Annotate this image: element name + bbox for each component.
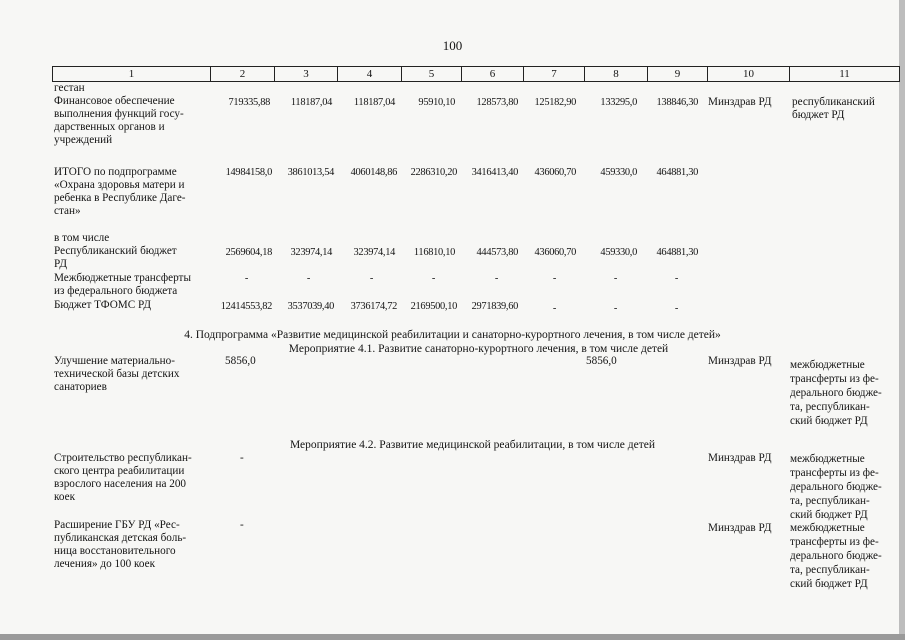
cell-value: 116810,10 (413, 247, 455, 258)
cell-value: 95910,10 (418, 97, 455, 108)
row-label-line: «Охрана здоровья матери и (54, 179, 185, 191)
row-label-line: взрослого населения на 200 (54, 478, 187, 490)
funding-source-line: дерального бюдже- (790, 550, 882, 562)
cell-value: 2569604,18 (225, 247, 272, 258)
row-label-line: ИТОГО по подпрограмме (54, 166, 177, 178)
column-number-header (52, 66, 900, 82)
scan-edge-right (899, 0, 905, 640)
cell-value: 459330,0 (600, 167, 637, 178)
cell-value: 14984158,0 (225, 167, 272, 178)
cell-value: 118187,04 (290, 97, 332, 108)
cell-value: 133295,0 (600, 97, 637, 108)
cell-value: 323974,14 (353, 247, 395, 258)
cell-value: - (244, 273, 248, 284)
row-label-line: ребенка в Республике Даге- (54, 192, 186, 204)
cell-value: 464881,30 (656, 167, 698, 178)
row-label-line: ского центра реабилитации (54, 465, 185, 477)
row-label-line: гестан (54, 82, 85, 94)
row-label-line: Улучшение материально- (54, 355, 175, 367)
funding-source-line: трансферты из фе- (790, 373, 879, 385)
page-number: 100 (442, 38, 463, 53)
measure-title: Мероприятие 4.2. Развитие медицинской реабилитации, в том числе детей (289, 439, 656, 451)
executor: Минздрав РД (708, 355, 772, 367)
header-cell: 1 (53, 67, 211, 82)
funding-source-line: бюджет РД (792, 109, 845, 121)
row-label-line: Финансовое обеспечение (54, 95, 175, 107)
funding-source-line: дерального бюдже- (790, 481, 882, 493)
funding-source-line: та, республикан- (790, 401, 870, 413)
cell-value: 138846,30 (656, 97, 698, 108)
subprogram-title: 4. Подпрограмма «Развитие медицинской реабилитации и санаторно-курортного лечения, в том числе детей» (184, 329, 721, 341)
row-label-line: технической базы детских (54, 368, 180, 380)
cell-value: 3537039,40 (287, 301, 334, 312)
header-cell: 6 (462, 67, 524, 82)
measure-title: Мероприятие 4.1. Развитие санаторно-курортного лечения, в том числе детей (288, 343, 669, 355)
row-label-line: Республиканский бюджет (54, 245, 177, 257)
cell-value: 464881,30 (656, 247, 698, 258)
cell-value: - (431, 273, 435, 284)
cell-value: - (369, 273, 373, 284)
row-label-line: ница восстановительного (54, 545, 176, 557)
header-cell: 2 (211, 67, 275, 82)
scan-edge-bottom (0, 634, 905, 640)
cell-value: 5856,0 (586, 355, 617, 367)
cell-value: - (674, 273, 678, 284)
row-label-line: Расширение ГБУ РД «Рес- (54, 519, 180, 531)
header-cell: 7 (524, 67, 585, 82)
funding-source-line: та, республикан- (790, 495, 870, 507)
cell-value: - (552, 303, 556, 314)
cell-value: 436060,70 (534, 167, 576, 178)
cell-value: 128573,80 (476, 97, 518, 108)
cell-value: - (613, 303, 617, 314)
cell-value: - (674, 303, 678, 314)
header-cell: 5 (402, 67, 462, 82)
cell-value: - (240, 519, 244, 531)
cell-value: 3416413,40 (471, 167, 518, 178)
cell-value: 3861013,54 (287, 167, 334, 178)
row-label-line: лечения» до 100 коек (54, 558, 156, 570)
executor: Минздрав РД (708, 452, 772, 464)
cell-value: - (240, 452, 244, 464)
header-cell: 9 (648, 67, 708, 82)
cell-value: 719335,88 (228, 97, 270, 108)
cell-value: 5856,0 (225, 355, 256, 367)
cell-value: 2286310,20 (410, 167, 457, 178)
header-cell: 11 (790, 67, 900, 82)
cell-value: 459330,0 (600, 247, 637, 258)
cell-value: 444573,80 (476, 247, 518, 258)
funding-source-line: ский бюджет РД (790, 578, 868, 590)
row-label-line: Межбюджетные трансферты (54, 272, 191, 284)
row-label-line: Строительство республикан- (54, 452, 192, 464)
row-label-line: Бюджет ТФОМС РД (54, 299, 151, 311)
funding-source-line: трансферты из фе- (790, 467, 879, 479)
row-label-line: учреждений (54, 134, 113, 146)
cell-value: 323974,14 (290, 247, 332, 258)
funding-source-line: ский бюджет РД (790, 415, 868, 427)
funding-source-line: межбюджетные (790, 522, 865, 534)
cell-value: - (552, 273, 556, 284)
cell-value: - (494, 273, 498, 284)
row-label-line: дарственных органов и (54, 121, 165, 133)
cell-value: - (613, 273, 617, 284)
funding-source-line: дерального бюдже- (790, 387, 882, 399)
funding-source-line: та, республикан- (790, 564, 870, 576)
executor: Минздрав РД (708, 522, 772, 534)
funding-source-line: межбюджетные (790, 453, 865, 465)
header-cell: 10 (708, 67, 790, 82)
row-label-line: санаториев (54, 381, 107, 393)
funding-source-line: трансферты из фе- (790, 536, 879, 548)
row-label-line: из федерального бюджета (54, 285, 178, 297)
header-cell: 4 (338, 67, 402, 82)
cell-value: 118187,04 (353, 97, 395, 108)
funding-source-line: ский бюджет РД (790, 509, 868, 521)
cell-value: 125182,90 (534, 97, 576, 108)
row-label-line: выполнения функций госу- (54, 108, 184, 120)
row-label-line: публиканская детская боль- (54, 532, 187, 544)
header-cell: 8 (585, 67, 648, 82)
header-cell: 3 (275, 67, 338, 82)
row-label-line: РД (54, 258, 68, 270)
cell-value: 12414553,82 (220, 301, 272, 312)
cell-value: 2971839,60 (471, 301, 518, 312)
row-label-line: коек (54, 491, 75, 503)
row-label-line: стан» (54, 205, 81, 217)
row-label-line: в том числе (54, 232, 110, 244)
cell-value: 3736174,72 (350, 301, 397, 312)
funding-source-line: межбюджетные (790, 359, 865, 371)
cell-value: - (306, 273, 310, 284)
executor: Минздрав РД (708, 96, 772, 108)
cell-value: 436060,70 (534, 247, 576, 258)
cell-value: 4060148,86 (350, 167, 397, 178)
funding-source-line: республиканский (792, 96, 875, 108)
cell-value: 2169500,10 (410, 301, 457, 312)
